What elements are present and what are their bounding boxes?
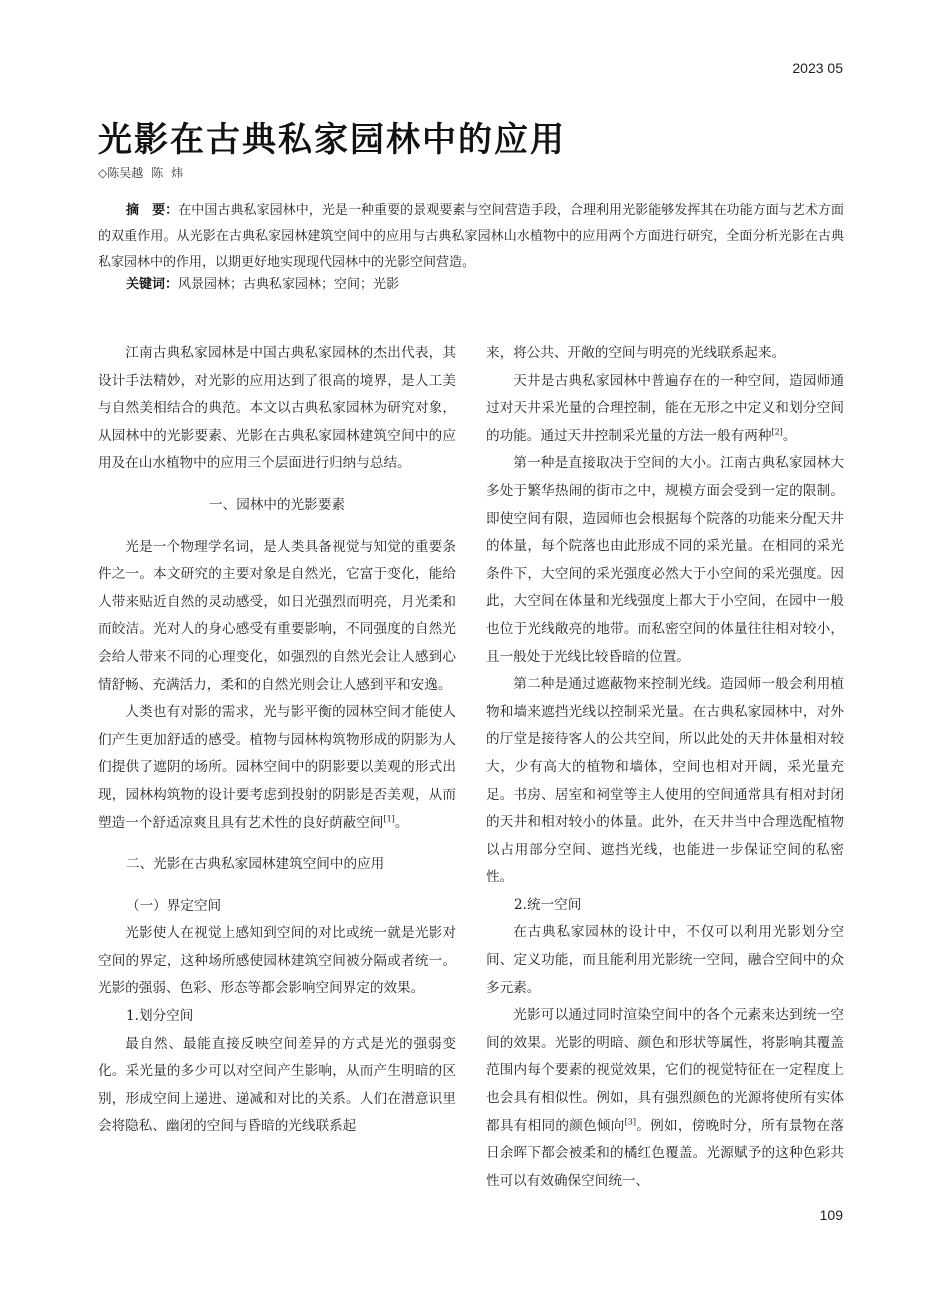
page-number: 109 bbox=[819, 1207, 843, 1223]
paragraph: 第一种是直接取决于空间的大小。江南古典私家园林大多处于繁华热闹的街市之中，规模方面会受到一定的限制。即使空间有限，造园师也会根据每个院落的功能来分配天井的体量，每个院落也由此形成不同的采光量。在相同的采光条件下，大空间的采光强度必然大于小空间的采光强度。因此，大空间在体量和光线强度上都大于小空间，在园中一般也位于光线敞亮的地带。而私密空间的体量往往相对较小，且一般处于光线比较昏暗的位置。 bbox=[486, 455, 844, 665]
author-1: ◇陈吴越 bbox=[98, 166, 144, 180]
paragraph bbox=[486, 1002, 844, 1195]
abstract-text: 在中国古典私家园林中，光是一种重要的景观要素与空间营造手段，合理利用光影能够发挥其在功能方面与艺术方面的双重作用。从光影在古典私家园林建筑空间中的应用与古典私家园林山水植物中的应用两个方面进行研究，全面分析光影在古典私家园林中的作用，以期更好地实现现代园林中的光影空间营造。 bbox=[98, 203, 844, 270]
left-column bbox=[98, 340, 456, 1141]
paragraph: 在古典私家园林的设计中，不仅可以利用光影划分空间、定义功能，而且能利用光影统一空间，融合空间中的众多元素。 bbox=[486, 924, 844, 996]
paragraph bbox=[98, 699, 456, 837]
authors bbox=[98, 164, 191, 181]
issue-number: 2023 05 bbox=[792, 60, 843, 76]
keywords bbox=[126, 274, 399, 296]
section-heading-2: 二、光影在古典私家园林建筑空间中的应用 bbox=[126, 856, 385, 873]
paragraph-end: 。 bbox=[394, 814, 409, 831]
citation-ref: [2] bbox=[771, 427, 783, 437]
citation-ref: [3] bbox=[624, 1117, 637, 1127]
author-2-surname: 陈 bbox=[151, 166, 164, 180]
subsection-heading: （一）界定空间 bbox=[126, 897, 222, 914]
subsubsection-heading: 2.统一空间 bbox=[514, 896, 582, 913]
keywords-text: 风景园林；古典私家园林；空间；光影 bbox=[178, 277, 400, 292]
author-2-given: 炜 bbox=[171, 166, 184, 180]
section-heading-1: 一、园林中的光影要素 bbox=[209, 496, 345, 513]
paragraph-continued: 来，将公共、开敞的空间与明亮的光线联系起来。 bbox=[486, 345, 786, 361]
paragraph bbox=[486, 368, 844, 451]
paragraph-text: 人类也有对影的需求，光与影平衡的园林空间才能使人们产生更加舒适的感受。植物与园林构筑物形成的阴影为人们提供了遮阴的场所。园林空间中的阴影要以美观的形式出现，园林构筑物的设计要考虑到投射的阴影是否美观，从而塑造一个舒适凉爽且具有艺术性的良好荫蔽空间 bbox=[98, 704, 456, 831]
article-title: 光影在古典私家园林中的应用 bbox=[98, 120, 566, 160]
paragraph: 最自然、最能直接反映空间差异的方式是光的强弱变化。采光量的多少可以对空间产生影响，从而产生明暗的区别，形成空间上递进、递减和对比的关系。人们在潜意识里会将隐私、幽闭的空间与昏暗的光线联系起 bbox=[98, 1035, 456, 1135]
paragraph: 江南古典私家园林是中国古典私家园林的杰出代表，其设计手法精妙，对光影的应用达到了很高的境界，是人工美与自然美相结合的典范。本文以古典私家园林为研究对象，从园林中的光影要素、光影在古典私家园林建筑空间中的应用及在山水植物中的应用三个层面进行归纳与总结。 bbox=[98, 345, 456, 472]
abstract bbox=[98, 198, 844, 276]
citation-ref: [1] bbox=[383, 813, 395, 823]
paragraph: 光影使人在视觉上感知到空间的对比或统一就是光影对空间的界定，这种场所感使园林建筑空间被分隔或者统一。光影的强弱、色彩、形态等都会影响空间界定的效果。 bbox=[98, 925, 456, 997]
paragraph-end: 。 bbox=[782, 427, 797, 444]
paragraph-text: 天井是古典私家园林中普遍存在的一种空间，造园师通过对天井采光量的合理控制，能在无形之中定义和划分空间的功能。通过天井控制采光量的方法一般有两种 bbox=[486, 372, 844, 444]
abstract-label: 摘 要： bbox=[126, 203, 179, 218]
keywords-label: 关键词： bbox=[126, 277, 179, 292]
paragraph-end: 。例如，傍晚时分，所有景物在落日余晖下都会被柔和的橘红色覆盖。光源赋予的这种色彩共性可以有效确保空间统一、 bbox=[486, 1117, 845, 1189]
paragraph-text: 光影可以通过同时渲染空间中的各个元素来达到统一空间的效果。光影的明暗、颜色和形状等属性，将影响其覆盖范围内每个要素的视觉效果，它们的视觉特征在一定程度上也会具有相似性。例如，具有强烈颜色的光源将使所有实体都具有相同的颜色倾向 bbox=[486, 1007, 844, 1134]
paragraph: 第二种是通过遮蔽物来控制光线。造园师一般会利用植物和墙来遮挡光线以控制采光量。在古典私家园林中，对外的厅堂是接待客人的公共空间，所以此处的天井体量相对较大，少有高大的植物和墙体，空间也相对开阔，采光量充足。书房、居室和祠堂等主人使用的空间通常具有相对封闭的天井和相对较小的体量。此外，在天井当中合理选配植物以占用部分空间、遮挡光线，也能进一步保证空间的私密性。 bbox=[486, 676, 844, 886]
paragraph: 光是一个物理学名词，是人类具备视觉与知觉的重要条件之一。本文研究的主要对象是自然光，它富于变化，能给人带来贴近自然的灵动感受，如日光强烈而明亮，月光柔和而皎洁。光对人的身心感受有重要影响，不同强度的自然光会给人带来不同的心理变化，如强烈的自然光会让人感到心情舒畅、充满活力，柔和的自然光则会让人感到平和安逸。 bbox=[98, 538, 456, 693]
right-column bbox=[486, 340, 844, 1195]
subsubsection-heading: 1.划分空间 bbox=[126, 1008, 194, 1025]
